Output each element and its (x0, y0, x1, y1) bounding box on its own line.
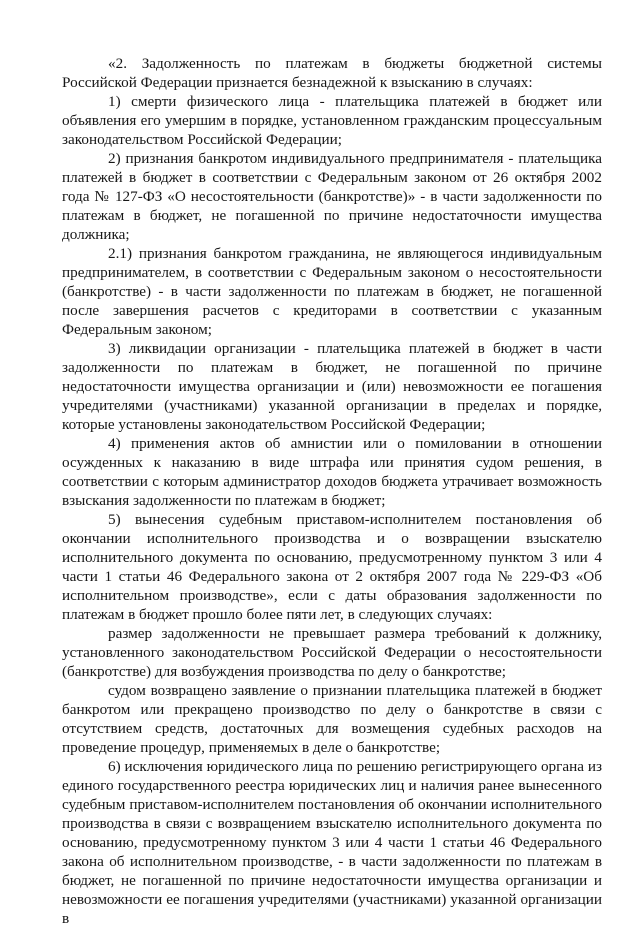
paragraph-item-1: 1) смерти физического лица - плательщика платежей в бюджет или объявления его умершим в порядке, установленном гражданским процессуальным законодательством Российской Федерации; (62, 93, 602, 148)
paragraph-item-6: 6) исключения юридического лица по решению регистрирующего органа из единого государственного реестра юридических лиц и наличия ранее вынесенного судебным приставом-исполнителем постановления об окончании исполнительного производства в связи с возвращением взыскателю исполнительного документа по основанию, предусмотренному пунктом 3 или 4 части 1 статьи 46 Федерального закона об исполнительном производстве, - в части задолженности по платежам в бюджет, не погашенной по причине недостаточности имущества организации и невозможности ее погашения учредителями (участниками) указанной организации в (62, 758, 602, 927)
paragraph-item-3: 3) ликвидации организации - плательщика платежей в бюджет в части задолженности по платежам в бюджет, не погашенной по причине недостаточности имущества организации и (или) невозможности ее погашения учредителями (участниками) указанной организации в пределах и порядке, которые установлены законодательством Российской Федерации; (62, 340, 602, 433)
paragraph-item-2-1: 2.1) признания банкротом гражданина, не являющегося индивидуальным предпринимателем, в соответствии с Федеральным законом о несостоятельности (банкротстве) - в части задолженности по платежам в бюджет, не погашенной после завершения расчетов с кредиторами в соответствии с указанным Федеральным законом; (62, 245, 602, 338)
paragraph-item-4: 4) применения актов об амнистии или о помиловании в отношении осужденных к наказанию в виде штрафа или принятия судом решения, в соответствии с которым администратор доходов бюджета утрачивает возможность взыскания задолженности по платежам в бюджет; (62, 435, 602, 509)
paragraph-intro: «2. Задолженность по платежам в бюджеты бюджетной системы Российской Федерации признается безнадежной к взысканию в случаях: (62, 55, 602, 91)
paragraph-item-2: 2) признания банкротом индивидуального предпринимателя - плательщика платежей в бюджет в соответствии с Федеральным законом от 26 октября 2002 года № 127-ФЗ «О несостоятельности (банкротстве)» - в части задолженности по платежам в бюджет, не погашенной по причине недостаточности имущества должника; (62, 150, 602, 243)
document-page (62, 54, 602, 928)
paragraph-item-5-case-1: размер задолженности не превышает размера требований к должнику, установленного законодательством Российской Федерации о несостоятельности (банкротстве) для возбуждения производства по делу о банкротстве; (62, 625, 602, 680)
paragraph-item-5-case-2: судом возвращено заявление о признании плательщика платежей в бюджет банкротом или прекращено производство по делу о банкротстве в связи с отсутствием средств, достаточных для возмещения судебных расходов на проведение процедур, применяемых в деле о банкротстве; (62, 682, 602, 756)
paragraph-item-5: 5) вынесения судебным приставом-исполнителем постановления об окончании исполнительного производства и о возвращении взыскателю исполнительного документа по основанию, предусмотренному пунктом 3 или 4 части 1 статьи 46 Федерального закона от 2 октября 2007 года № 229-ФЗ «Об исполнительном производстве», если с даты образования задолженности по платежам в бюджет прошло более пяти лет, в следующих случаях: (62, 511, 602, 623)
